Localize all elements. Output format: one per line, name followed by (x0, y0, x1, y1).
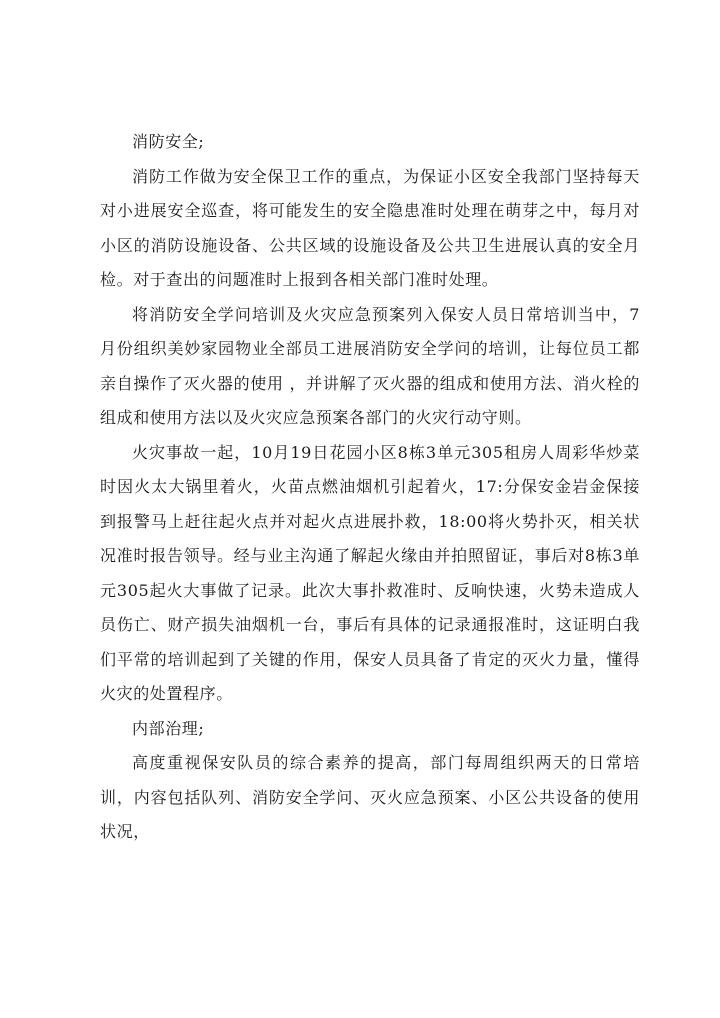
paragraph-fire-inspection: 消防工作做为安全保卫工作的重点，为保证小区安全我部门坚持每天对小进展安全巡查，将可能发生的安全隐患准时处理在萌芽之中，每月对小区的消防设施设备、公共区域的设施设备及公共卫生进展认真的安全月检。对于查出的问题准时上报到各相关部门准时处理。 (100, 166, 640, 289)
paragraph-fire-training: 将消防安全学问培训及火灾应急预案列入保安人员日常培训当中，7月份组织美妙家园物业全部员工进展消防安全学问的培训，让每位员工都亲自操作了灭火器的使用 ，并讲解了灭火器的组成和使用方法、消火栓的组成和使用方法以及火灾应急预案各部门的火灾行动守则。 (100, 304, 640, 427)
paragraph-fire-incident: 火灾事故一起，10月19日花园小区8栋3单元305租房人周彩华炒菜时因火太大锅里着火，火苗点燃油烟机引起着火，17:分保安金岩金保接到报警马上赶往起火点并对起火点进展扑救，18:00将火势扑灭，相关状况准时报告领导。经与业主沟通了解起火缘由并拍照留证，事后对8栋3单元305起火大事做了记录。此次大事扑救准时、反响快速，火势未造成人员伤亡、财产损失油烟机一台，事后有具体的记录通报准时，这证明白我们平常的培训起到了关键的作用，保安人员具备了肯定的灭火力量，懂得火灾的处置程序。 (100, 442, 640, 703)
paragraph-staff-training: 高度重视保安队员的综合素养的提高，部门每周组织两天的日常培训，内容包括队列、消防安全学问、灭火应急预案、小区公共设备的使用状况， (100, 753, 640, 841)
document-body (100, 125, 640, 850)
section-heading-fire-safety: 消防安全; (132, 132, 205, 151)
section-heading-internal-management: 内部治理; (132, 718, 205, 738)
